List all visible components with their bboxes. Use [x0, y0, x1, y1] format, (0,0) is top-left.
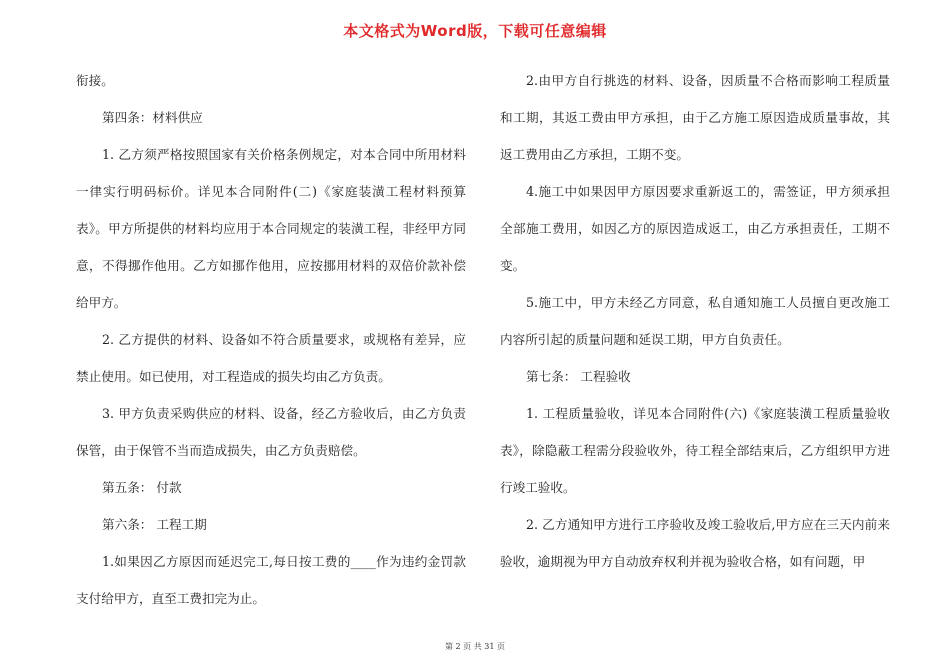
paragraph: 1. 工程质量验收，详见本合同附件(六)《家庭装潢工程质量验收表》，除隐蔽工程需分段验收外，待工程全部结束后，乙方组织甲方进行竣工验收。 — [500, 406, 890, 495]
paragraph: 4.施工中如果因甲方原因要求重新返工的，需签证，甲方须承担全部施工费用，如因乙方的原因造成返工，由乙方承担责任，工期不变。 — [500, 184, 890, 273]
section-heading: 第四条：材料供应 — [102, 110, 203, 125]
paragraph: 衔接。 — [76, 73, 114, 88]
left-column — [76, 62, 466, 617]
paragraph: 2.由甲方自行挑选的材料、设备，因质量不合格而影响工程质量和工期，其返工费由甲方承担，由于乙方施工原因造成质量事故，其返工费用由乙方承担，工期不变。 — [500, 73, 890, 162]
paragraph: 2. 乙方提供的材料、设备如不符合质量要求，或规格有差异，应禁止使用。如已使用，对工程造成的损失均由乙方负责。 — [76, 332, 466, 384]
document-banner: 本文格式为Word版，下载可任意编辑 — [343, 22, 607, 40]
section-heading: 第七条： 工程验收 — [526, 369, 631, 384]
section-heading: 第五条： 付款 — [102, 480, 182, 495]
right-column — [500, 62, 890, 580]
paragraph: 1.如果因乙方原因而延迟完工,每日按工费的____作为违约金罚款支付给甲方，直至工费扣完为止。 — [76, 554, 466, 606]
paragraph: 2. 乙方通知甲方进行工序验收及竣工验收后,甲方应在三天内前来验收，逾期视为甲方自动放弃权利并视为验收合格，如有问题，甲 — [500, 517, 890, 569]
paragraph: 5.施工中，甲方未经乙方同意，私自通知施工人员擅自更改施工内容所引起的质量问题和延误工期，甲方自负责任。 — [500, 295, 890, 347]
section-heading: 第六条： 工程工期 — [102, 517, 207, 532]
paragraph: 3. 甲方负责采购供应的材料、设备，经乙方验收后，由乙方负责保管，由于保管不当而造成损失，由乙方负责赔偿。 — [76, 406, 466, 458]
paragraph: 1. 乙方须严格按照国家有关价格条例规定，对本合同中所用材料一律实行明码标价。详见本合同附件(二)《家庭装潢工程材料预算表》。甲方所提供的材料均应用于本合同规定的装潢工程，非经甲方同意，不得挪作他用。乙方如挪作他用，应按挪用材料的双倍价款补偿给甲方。 — [76, 147, 466, 310]
page-number: 第 2 页 共 31 页 — [445, 642, 505, 651]
